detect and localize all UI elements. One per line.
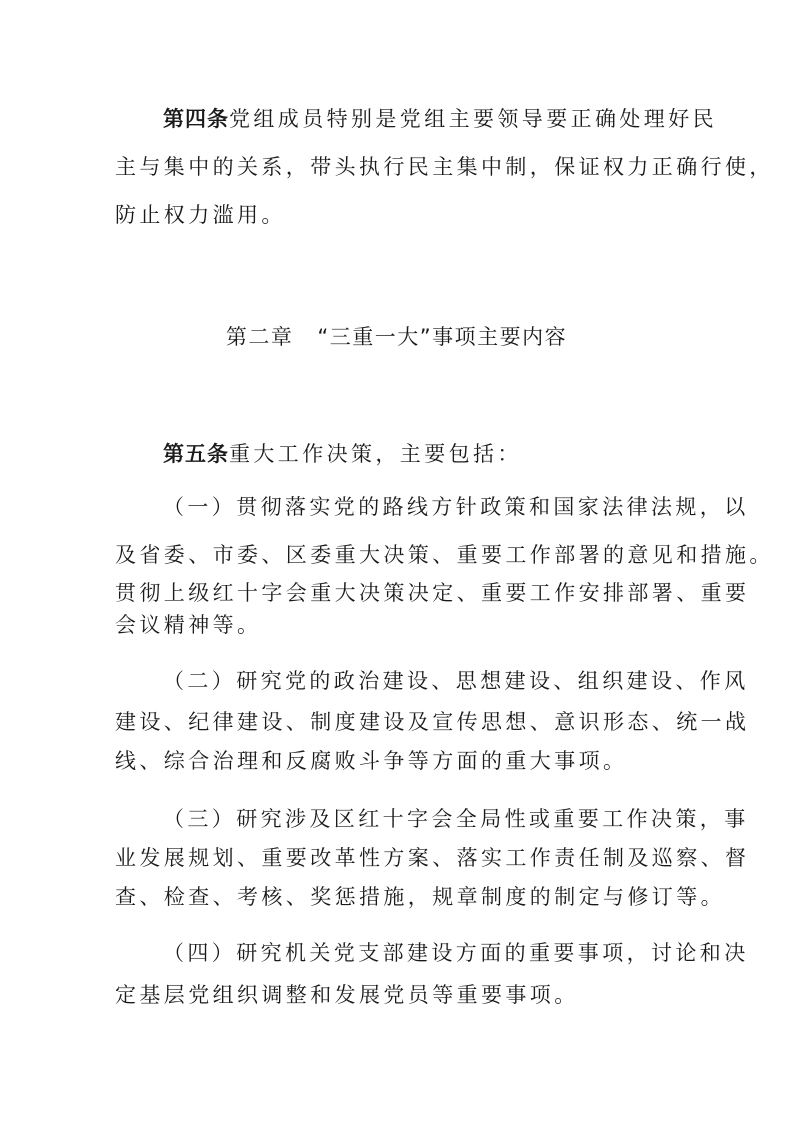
article4-line-1 bbox=[163, 104, 717, 134]
article5-line-intro bbox=[163, 439, 522, 469]
item-4-line-1: （四）研究机关党支部建设方面的重要事项，讨论和决 bbox=[163, 941, 749, 965]
item-1-line-2: 及省委、市委、区委重大决策、重要工作部署的意见和措施。 bbox=[115, 543, 774, 567]
item-3-line-3: 查、检查、考核、奖惩措施，规章制度的制定与修订等。 bbox=[115, 885, 725, 909]
article4-label: 第四条 bbox=[163, 106, 229, 131]
item-3-line-1: （三）研究涉及区红十字会全局性或重要工作决策，事 bbox=[163, 807, 749, 831]
article5-intro: 重大工作决策，主要包括： bbox=[229, 442, 522, 466]
article4-text-1: 党组成员特别是党组主要领导要正确处理好民 bbox=[229, 107, 717, 131]
chapter-heading bbox=[0, 322, 793, 352]
item-4-line-2: 定基层党组织调整和发展党员等重要事项。 bbox=[115, 983, 579, 1007]
item-1-line-3: 贯彻上级红十字会重大决策决定、重要工作安排部署、重要 bbox=[115, 581, 750, 605]
item-2-line-2: 建设、纪律建设、制度建设及宣传思想、意识形态、统一战 bbox=[115, 710, 750, 734]
chapter-number: 第二章 bbox=[225, 325, 294, 349]
item-1-line-4: 会议精神等。 bbox=[115, 613, 262, 637]
item-2-line-1: （二）研究党的政治建设、思想建设、组织建设、作风 bbox=[163, 669, 749, 693]
article4-line-2: 主与集中的关系，带头执行民主集中制，保证权力正确行使， bbox=[115, 155, 774, 179]
item-2-line-3: 线、综合治理和反腐败斗争等方面的重大事项。 bbox=[115, 749, 628, 773]
chapter-title: “三重一大”事项主要内容 bbox=[317, 325, 568, 349]
article4-line-3: 防止权力滥用。 bbox=[115, 203, 286, 227]
item-3-line-2: 业发展规划、重要改革性方案、落实工作责任制及巡察、督 bbox=[115, 846, 750, 870]
article5-label: 第五条 bbox=[163, 441, 229, 466]
item-1-line-1: （一）贯彻落实党的路线方针政策和国家法律法规，以 bbox=[163, 495, 749, 519]
